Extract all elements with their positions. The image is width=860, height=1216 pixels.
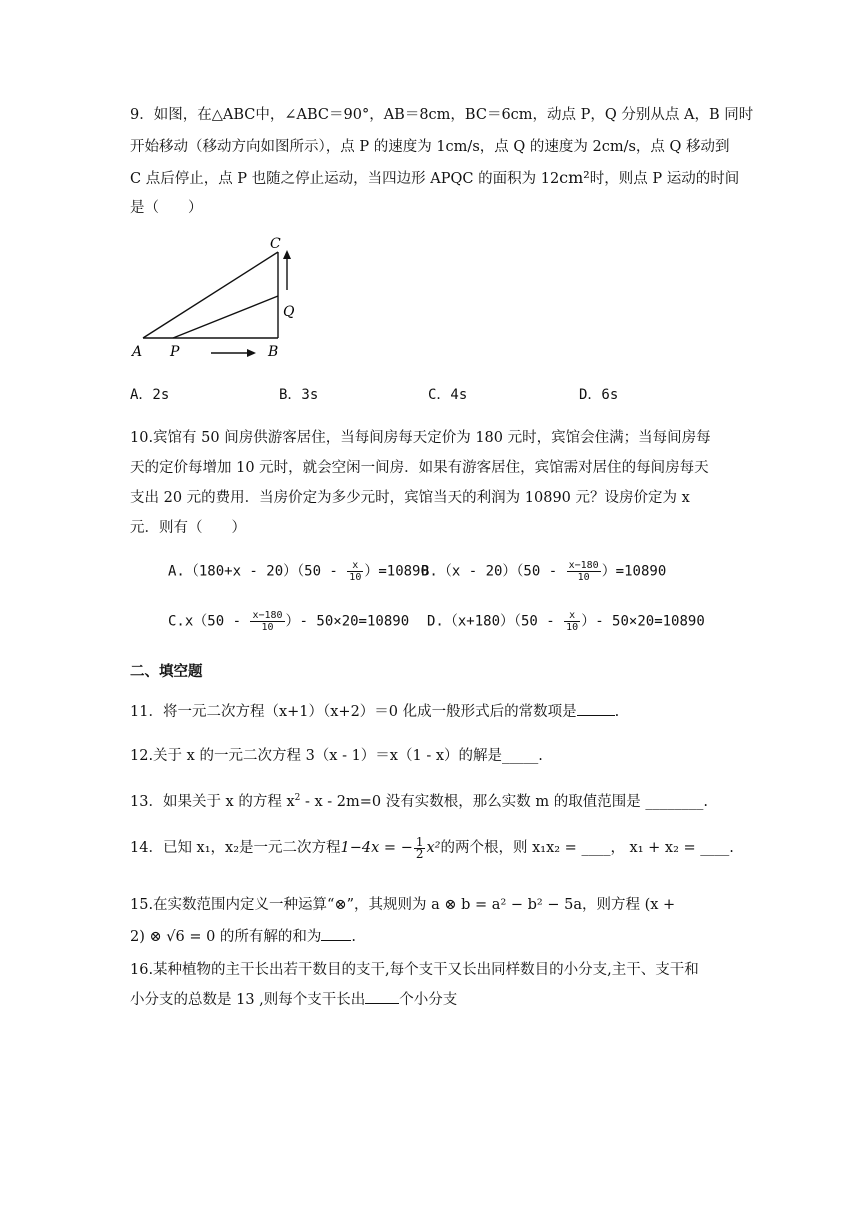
q10-option-c-fraction [250,610,284,633]
q14-fraction [414,834,426,861]
q10-option-c-post: ）- 50×20=10890 [285,613,410,630]
q9-line-1: 9．如图，在△ABC中，∠ABC＝90°，AB＝8cm，BC＝6cm，动点 P，Q 分别从点 A，B 同时 [130,107,754,123]
label-c: C [270,236,281,252]
q16-line-1: 16.某种植物的主干长出若干数目的支干,每个支干又长出同样数目的小分支,主干、支干和 [130,962,699,978]
q9-option-a: A．2s [130,387,170,403]
fraction-numerator: x−180 [252,610,283,621]
q10-option-d-fraction [564,610,580,633]
q10-option-a-pre: A.（180+x - 20）（50 - [168,563,347,580]
q10-option-b-post: ）=10890 [601,563,667,580]
fraction-numerator: x−180 [568,560,599,571]
q13-line [130,786,708,814]
q9-option-b: B．3s [279,387,319,403]
q10-option-b-pre: B.（x - 20）（50 - [421,563,566,580]
q9-line-3 [130,166,739,191]
q9-area-unit: cm² [559,168,590,187]
q15-line-1: 15.在实数范围内定义一种运算“⊗”，其规则为 a ⊗ b = a² − b² − 5a，则方程 (x + [130,897,676,913]
q9-line-2: 开始移动（移动方向如图所示），点 P 的速度为 1cm/s，点 Q 的速度为 2cm/s，点 Q 移动到 [130,139,730,155]
q9-option-d: D．6s [579,387,619,403]
q11-line [130,700,619,724]
q11-answer-blank [577,701,615,716]
q16-line-2b: 个小分支 [399,992,458,1008]
q10-option-b-fraction [567,560,601,583]
q13-pre: 13．如果关于 x 的方程 x [130,793,295,810]
fraction-denominator: 10 [577,572,590,583]
label-a: A [132,344,143,360]
q15-line-2-text: 2) ⊗ √6 = 0 的所有解的和为 [130,929,322,945]
q13-post: - x - 2m=0 没有实数根，那么实数 m 的取值范围是 ________. [300,793,708,810]
label-q: Q [283,304,295,320]
q16-answer-blank [365,989,399,1004]
q10-line-1: 10.宾馆有 50 间房供游客居住，当每间房每天定价为 180 元时，宾馆会住满；当每间房每 [130,430,711,446]
q9-line-3b: 时，则点 P 运动的时间 [589,171,740,187]
arrow-up-head [283,250,291,259]
q10-option-d-post: ）- 50×20=10890 [581,613,705,630]
q10-line-4: 元．则有（ ） [130,520,246,536]
fraction-numerator: x [347,560,363,572]
label-b: B [268,344,279,360]
q15-end: . [351,929,357,945]
triangle-figure [125,232,325,362]
fraction-numerator: x [564,610,580,622]
arrow-right-head [247,349,256,357]
q10-option-d [427,610,705,633]
q9-line-3a: C 点后停止，点 P 也随之停止运动，当四边形 APQC 的面积为 12 [130,171,560,187]
q10-line-3: 支出 20 元的费用．当房价定为多少元时，宾馆当天的利润为 10890 元？设房价定为 x [130,490,690,506]
fraction-numerator: 1 [415,834,424,849]
q11-text: 11．将一元二次方程（x+1）（x+2）＝0 化成一般形式后的常数项是 [130,704,577,720]
fraction-denominator: 2 [415,846,424,861]
fraction-denominator: 10 [566,622,579,633]
label-p: P [170,344,180,360]
q10-option-a [168,560,429,583]
q13-exponent: 2 [294,793,301,803]
q14-post: 的两个根，则 x₁x₂ = ____， x₁ + x₂ = ____. [440,840,734,856]
q10-option-c [168,610,409,633]
q15-line-2 [130,925,356,949]
q14-pre: 14．已知 x₁，x₂是一元二次方程 [130,840,341,856]
q10-option-b [421,560,666,583]
q16-line-2a: 小分支的总数是 13 ,则每个支干长出 [130,992,366,1008]
fraction-denominator: 10 [349,572,362,583]
q9-option-c: C．4s [428,387,468,403]
q12-line: 12.关于 x 的一元二次方程 3（x - 1）＝x（1 - x）的解是_____. [130,748,543,764]
q11-end: . [614,704,620,720]
q14-line [130,836,734,860]
q14-equation-right: x² [426,840,441,856]
q10-option-a-post: ）=10890 [364,563,429,580]
q16-line-2 [130,988,457,1012]
q10-line-2: 天的定价每增加 10 元时，就会空闲一间房．如果有游客居住，宾馆需对居住的每间房每天 [130,460,709,476]
q10-option-d-pre: D.（x+180）（50 - [427,613,564,630]
q10-option-c-pre: C.x（50 - [168,613,250,630]
segment-pq [173,296,278,338]
q10-option-a-fraction [347,560,363,583]
section-heading-fill-in: 二、填空题 [130,664,203,680]
segment-ac [143,252,278,338]
q15-answer-blank [321,926,351,941]
q14-equation-left: 1−4x = − [340,840,413,856]
fraction-denominator: 10 [261,622,274,633]
q9-line-4: 是（ ） [130,200,203,216]
